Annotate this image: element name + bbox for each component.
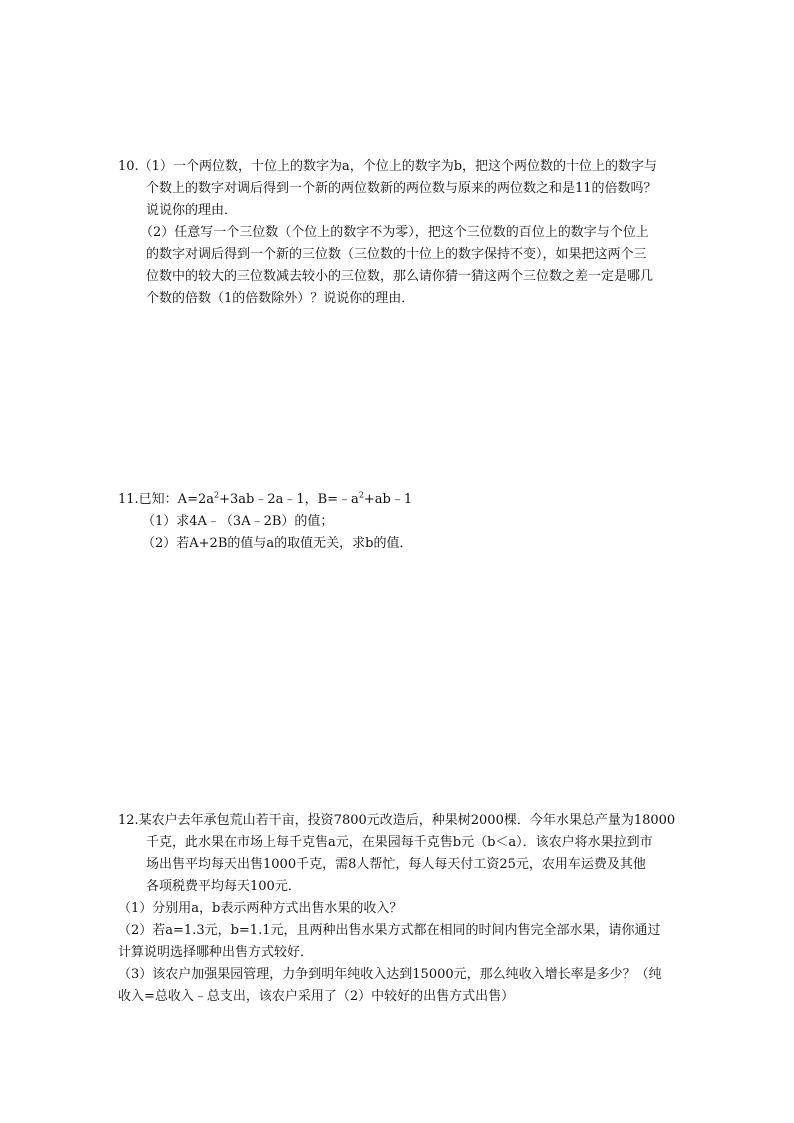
- q12-line-4: 各项税费平均每天100元．: [146, 879, 301, 894]
- q12-part-3-line-1: （3）该农户加强果园管理，力争到明年纯收入达到15000元，那么纯收入增长率是多少？（纯: [118, 967, 662, 982]
- q12-part-2-line-1: （2）若a=1.3元，b=1.1元，且两种出售水果方式都在相同的时间内售完全部水果，请你通过: [118, 923, 661, 938]
- q12-part-3-line-2: 收入=总收入﹣总支出，该农户采用了（2）中较好的出售方式出售）: [118, 989, 515, 1004]
- q11-exponent-2: 2: [358, 490, 364, 500]
- q12-part-1: （1）分别用a，b表示两种方式出售水果的收入？: [118, 901, 403, 916]
- q10-line-3: 说说你的理由．: [146, 203, 238, 218]
- q11-part-2: （2）若A+2B的值与a的取值无关，求b的值．: [142, 536, 413, 551]
- q11-suffix: +ab﹣1: [363, 492, 413, 507]
- q11-middle: +3ab﹣2a﹣1，B=﹣a: [219, 492, 359, 507]
- q10-line-2: 个数上的数字对调后得到一个新的两位数新的两位数与原来的两位数之和是11的倍数吗？: [146, 181, 657, 196]
- q11-exponent-1: 2: [213, 490, 220, 500]
- q12-part-2-line-2: 计算说明选择哪种出售方式较好．: [118, 945, 314, 960]
- q10-line-4: （2）任意写一个三位数（个位上的数字不为零），把这个三位数的百位上的数字与个位上: [140, 225, 649, 240]
- q10-line-7: 个数的倍数（1的倍数除外）？说说你的理由．: [146, 291, 415, 306]
- q10-line-6: 位数中的较大的三位数减去较小的三位数，那么请你猜一猜这两个三位数之差一定是哪几: [146, 269, 654, 284]
- q11-given: [118, 490, 412, 510]
- q12-line-1: 12.某农户去年承包荒山若干亩，投资7800元改造后，种果树2000棵．今年水果总产量为18000: [118, 813, 676, 828]
- q12-line-3: 场出售平均每天出售1000千克，需8人帮忙，每人每天付工资25元，农用车运费及其他: [146, 857, 646, 872]
- q12-line-2: 千克，此水果在市场上每千克售a元，在果园每千克售b元（b＜a）．该农户将水果拉到市: [146, 835, 653, 850]
- q10-line-1: 10.（1）一个两位数，十位上的数字为a，个位上的数字为b，把这个两位数的十位上的数字与: [118, 159, 658, 174]
- q11-part-1: （1）求4A﹣（3A﹣2B）的值；: [142, 514, 334, 529]
- q10-line-5: 的数字对调后得到一个新的三位数（三位数的十位上的数字保持不变），如果把这两个三: [146, 247, 647, 262]
- q11-prefix: 11.已知：A=2a: [118, 492, 214, 507]
